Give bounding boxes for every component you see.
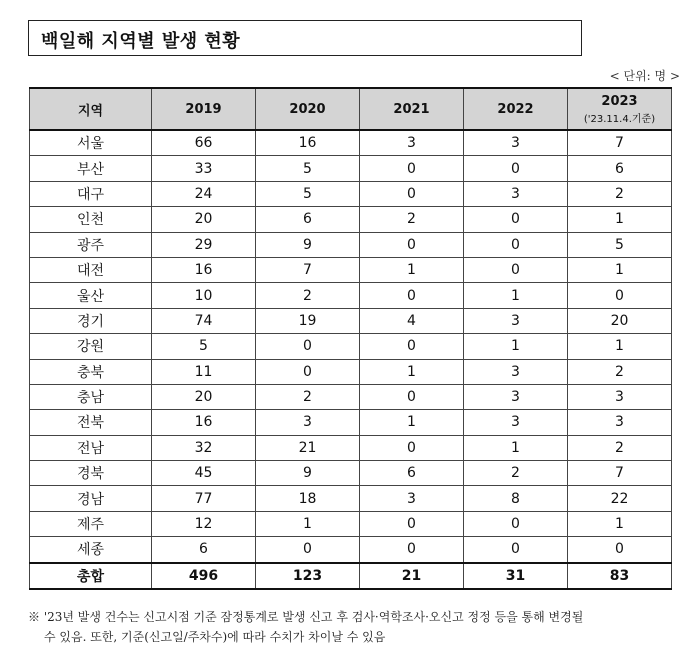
cell-y2020: 0 xyxy=(256,359,360,384)
cell-y2020: 2 xyxy=(256,384,360,409)
data-table xyxy=(29,87,672,590)
cell-y2021: 4 xyxy=(360,308,464,333)
cell-y2022: 1 xyxy=(464,334,568,359)
cell-y2021: 0 xyxy=(360,283,464,308)
cell-y2023: 7 xyxy=(568,461,672,486)
table-header-row xyxy=(30,88,672,130)
table-row xyxy=(30,308,672,333)
cell-y2022: 3 xyxy=(464,130,568,156)
cell-y2019: 66 xyxy=(152,130,256,156)
cell-y2021: 0 xyxy=(360,334,464,359)
cell-y2023: 2 xyxy=(568,435,672,460)
header-2023-year: 2023 xyxy=(601,93,638,109)
cell-y2021: 0 xyxy=(360,384,464,409)
table-row xyxy=(30,207,672,232)
title-box xyxy=(28,20,582,56)
cell-y2023: 0 xyxy=(568,537,672,563)
cell-y2022: 3 xyxy=(464,308,568,333)
table-row xyxy=(30,410,672,435)
table-row xyxy=(30,359,672,384)
cell-region: 대구 xyxy=(30,181,152,206)
cell-y2021: 1 xyxy=(360,410,464,435)
cell-y2021: 3 xyxy=(360,486,464,511)
page-title: 백일해 지역별 발생 현황 xyxy=(41,31,241,52)
cell-y2023: 1 xyxy=(568,334,672,359)
table-row xyxy=(30,232,672,257)
cell-y2022: 8 xyxy=(464,486,568,511)
cell-y2019: 20 xyxy=(152,384,256,409)
cell-y2020: 2 xyxy=(256,283,360,308)
cell-y2022: 0 xyxy=(464,207,568,232)
cell-y2021: 1 xyxy=(360,359,464,384)
header-2022: 2022 xyxy=(464,88,568,130)
cell-y2020: 5 xyxy=(256,156,360,181)
header-2021: 2021 xyxy=(360,88,464,130)
cell-y2020: 1 xyxy=(256,511,360,536)
cell-y2022: 0 xyxy=(464,257,568,282)
cell-y2021: 0 xyxy=(360,156,464,181)
cell-y2021: 0 xyxy=(360,435,464,460)
header-2023 xyxy=(568,88,672,130)
cell-y2019: 16 xyxy=(152,410,256,435)
total-row xyxy=(30,563,672,589)
cell-y2022: 1 xyxy=(464,435,568,460)
cell-y2023: 5 xyxy=(568,232,672,257)
cell-y2020: 3 xyxy=(256,410,360,435)
cell-region: 부산 xyxy=(30,156,152,181)
cell-y2021: 1 xyxy=(360,257,464,282)
cell-region: 광주 xyxy=(30,232,152,257)
cell-y2019: 29 xyxy=(152,232,256,257)
cell-region: 대전 xyxy=(30,257,152,282)
header-2023-basis: ('23.11.4.기준) xyxy=(583,113,656,125)
cell-y2020: 21 xyxy=(256,435,360,460)
table-row xyxy=(30,283,672,308)
unit-label: < 단위: 명 > xyxy=(609,69,680,83)
cell-y2021: 0 xyxy=(360,537,464,563)
cell-region: 제주 xyxy=(30,511,152,536)
total-y2019: 496 xyxy=(152,563,256,589)
table-row xyxy=(30,156,672,181)
cell-y2019: 10 xyxy=(152,283,256,308)
table-row xyxy=(30,181,672,206)
cell-y2022: 0 xyxy=(464,537,568,563)
cell-region: 경기 xyxy=(30,308,152,333)
cell-y2019: 16 xyxy=(152,257,256,282)
cell-y2023: 2 xyxy=(568,359,672,384)
cell-region: 세종 xyxy=(30,537,152,563)
cell-y2022: 0 xyxy=(464,511,568,536)
table-body xyxy=(30,130,672,589)
cell-y2019: 6 xyxy=(152,537,256,563)
cell-y2020: 7 xyxy=(256,257,360,282)
cell-y2020: 0 xyxy=(256,334,360,359)
cell-y2019: 77 xyxy=(152,486,256,511)
cell-region: 울산 xyxy=(30,283,152,308)
cell-y2019: 12 xyxy=(152,511,256,536)
cell-y2023: 1 xyxy=(568,257,672,282)
cell-y2020: 16 xyxy=(256,130,360,156)
cell-y2020: 5 xyxy=(256,181,360,206)
cell-y2023: 7 xyxy=(568,130,672,156)
cell-region: 충남 xyxy=(30,384,152,409)
table-row xyxy=(30,511,672,536)
cell-y2023: 0 xyxy=(568,283,672,308)
footnote-line-2: 수 있음. 또한, 기준(신고일/주차수)에 따라 수치가 차이날 수 있음 xyxy=(44,630,386,644)
cell-y2022: 3 xyxy=(464,181,568,206)
cell-y2022: 2 xyxy=(464,461,568,486)
cell-y2022: 3 xyxy=(464,359,568,384)
cell-y2021: 0 xyxy=(360,511,464,536)
cell-y2023: 3 xyxy=(568,384,672,409)
table-row xyxy=(30,334,672,359)
cell-y2020: 0 xyxy=(256,537,360,563)
cell-y2022: 3 xyxy=(464,384,568,409)
cell-region: 경북 xyxy=(30,461,152,486)
cell-y2021: 6 xyxy=(360,461,464,486)
cell-region: 서울 xyxy=(30,130,152,156)
cell-y2022: 0 xyxy=(464,232,568,257)
cell-y2019: 32 xyxy=(152,435,256,460)
cell-y2019: 45 xyxy=(152,461,256,486)
header-2019: 2019 xyxy=(152,88,256,130)
table-row xyxy=(30,384,672,409)
table-row xyxy=(30,257,672,282)
cell-y2020: 19 xyxy=(256,308,360,333)
table-row xyxy=(30,435,672,460)
total-y2021: 21 xyxy=(360,563,464,589)
cell-y2023: 22 xyxy=(568,486,672,511)
table-row xyxy=(30,461,672,486)
cell-y2023: 2 xyxy=(568,181,672,206)
cell-region: 경남 xyxy=(30,486,152,511)
cell-y2022: 0 xyxy=(464,156,568,181)
cell-y2023: 6 xyxy=(568,156,672,181)
header-region: 지역 xyxy=(30,88,152,130)
cell-y2020: 9 xyxy=(256,232,360,257)
cell-region: 충북 xyxy=(30,359,152,384)
table-row xyxy=(30,486,672,511)
cell-y2022: 3 xyxy=(464,410,568,435)
cell-y2022: 1 xyxy=(464,283,568,308)
total-y2023: 83 xyxy=(568,563,672,589)
footnote xyxy=(28,607,688,647)
cell-region: 강원 xyxy=(30,334,152,359)
cell-y2021: 2 xyxy=(360,207,464,232)
cell-y2019: 24 xyxy=(152,181,256,206)
cell-y2021: 0 xyxy=(360,181,464,206)
total-y2020: 123 xyxy=(256,563,360,589)
cell-y2023: 3 xyxy=(568,410,672,435)
cell-region: 전북 xyxy=(30,410,152,435)
cell-y2019: 74 xyxy=(152,308,256,333)
cell-y2021: 3 xyxy=(360,130,464,156)
cell-y2019: 11 xyxy=(152,359,256,384)
cell-y2021: 0 xyxy=(360,232,464,257)
cell-y2023: 20 xyxy=(568,308,672,333)
total-region: 총합 xyxy=(30,563,152,589)
cell-region: 전남 xyxy=(30,435,152,460)
cell-y2020: 9 xyxy=(256,461,360,486)
footnote-line-1: ※ '23년 발생 건수는 신고시점 기준 잠정통계로 발생 신고 후 검사·역학조사·오신고 정정 등을 통해 변경될 xyxy=(28,610,584,624)
cell-y2019: 5 xyxy=(152,334,256,359)
cell-y2019: 33 xyxy=(152,156,256,181)
cell-region: 인천 xyxy=(30,207,152,232)
cell-y2020: 18 xyxy=(256,486,360,511)
total-y2022: 31 xyxy=(464,563,568,589)
cell-y2023: 1 xyxy=(568,511,672,536)
cell-y2020: 6 xyxy=(256,207,360,232)
cell-y2023: 1 xyxy=(568,207,672,232)
table-row xyxy=(30,537,672,563)
table-row xyxy=(30,130,672,156)
cell-y2019: 20 xyxy=(152,207,256,232)
header-2020: 2020 xyxy=(256,88,360,130)
